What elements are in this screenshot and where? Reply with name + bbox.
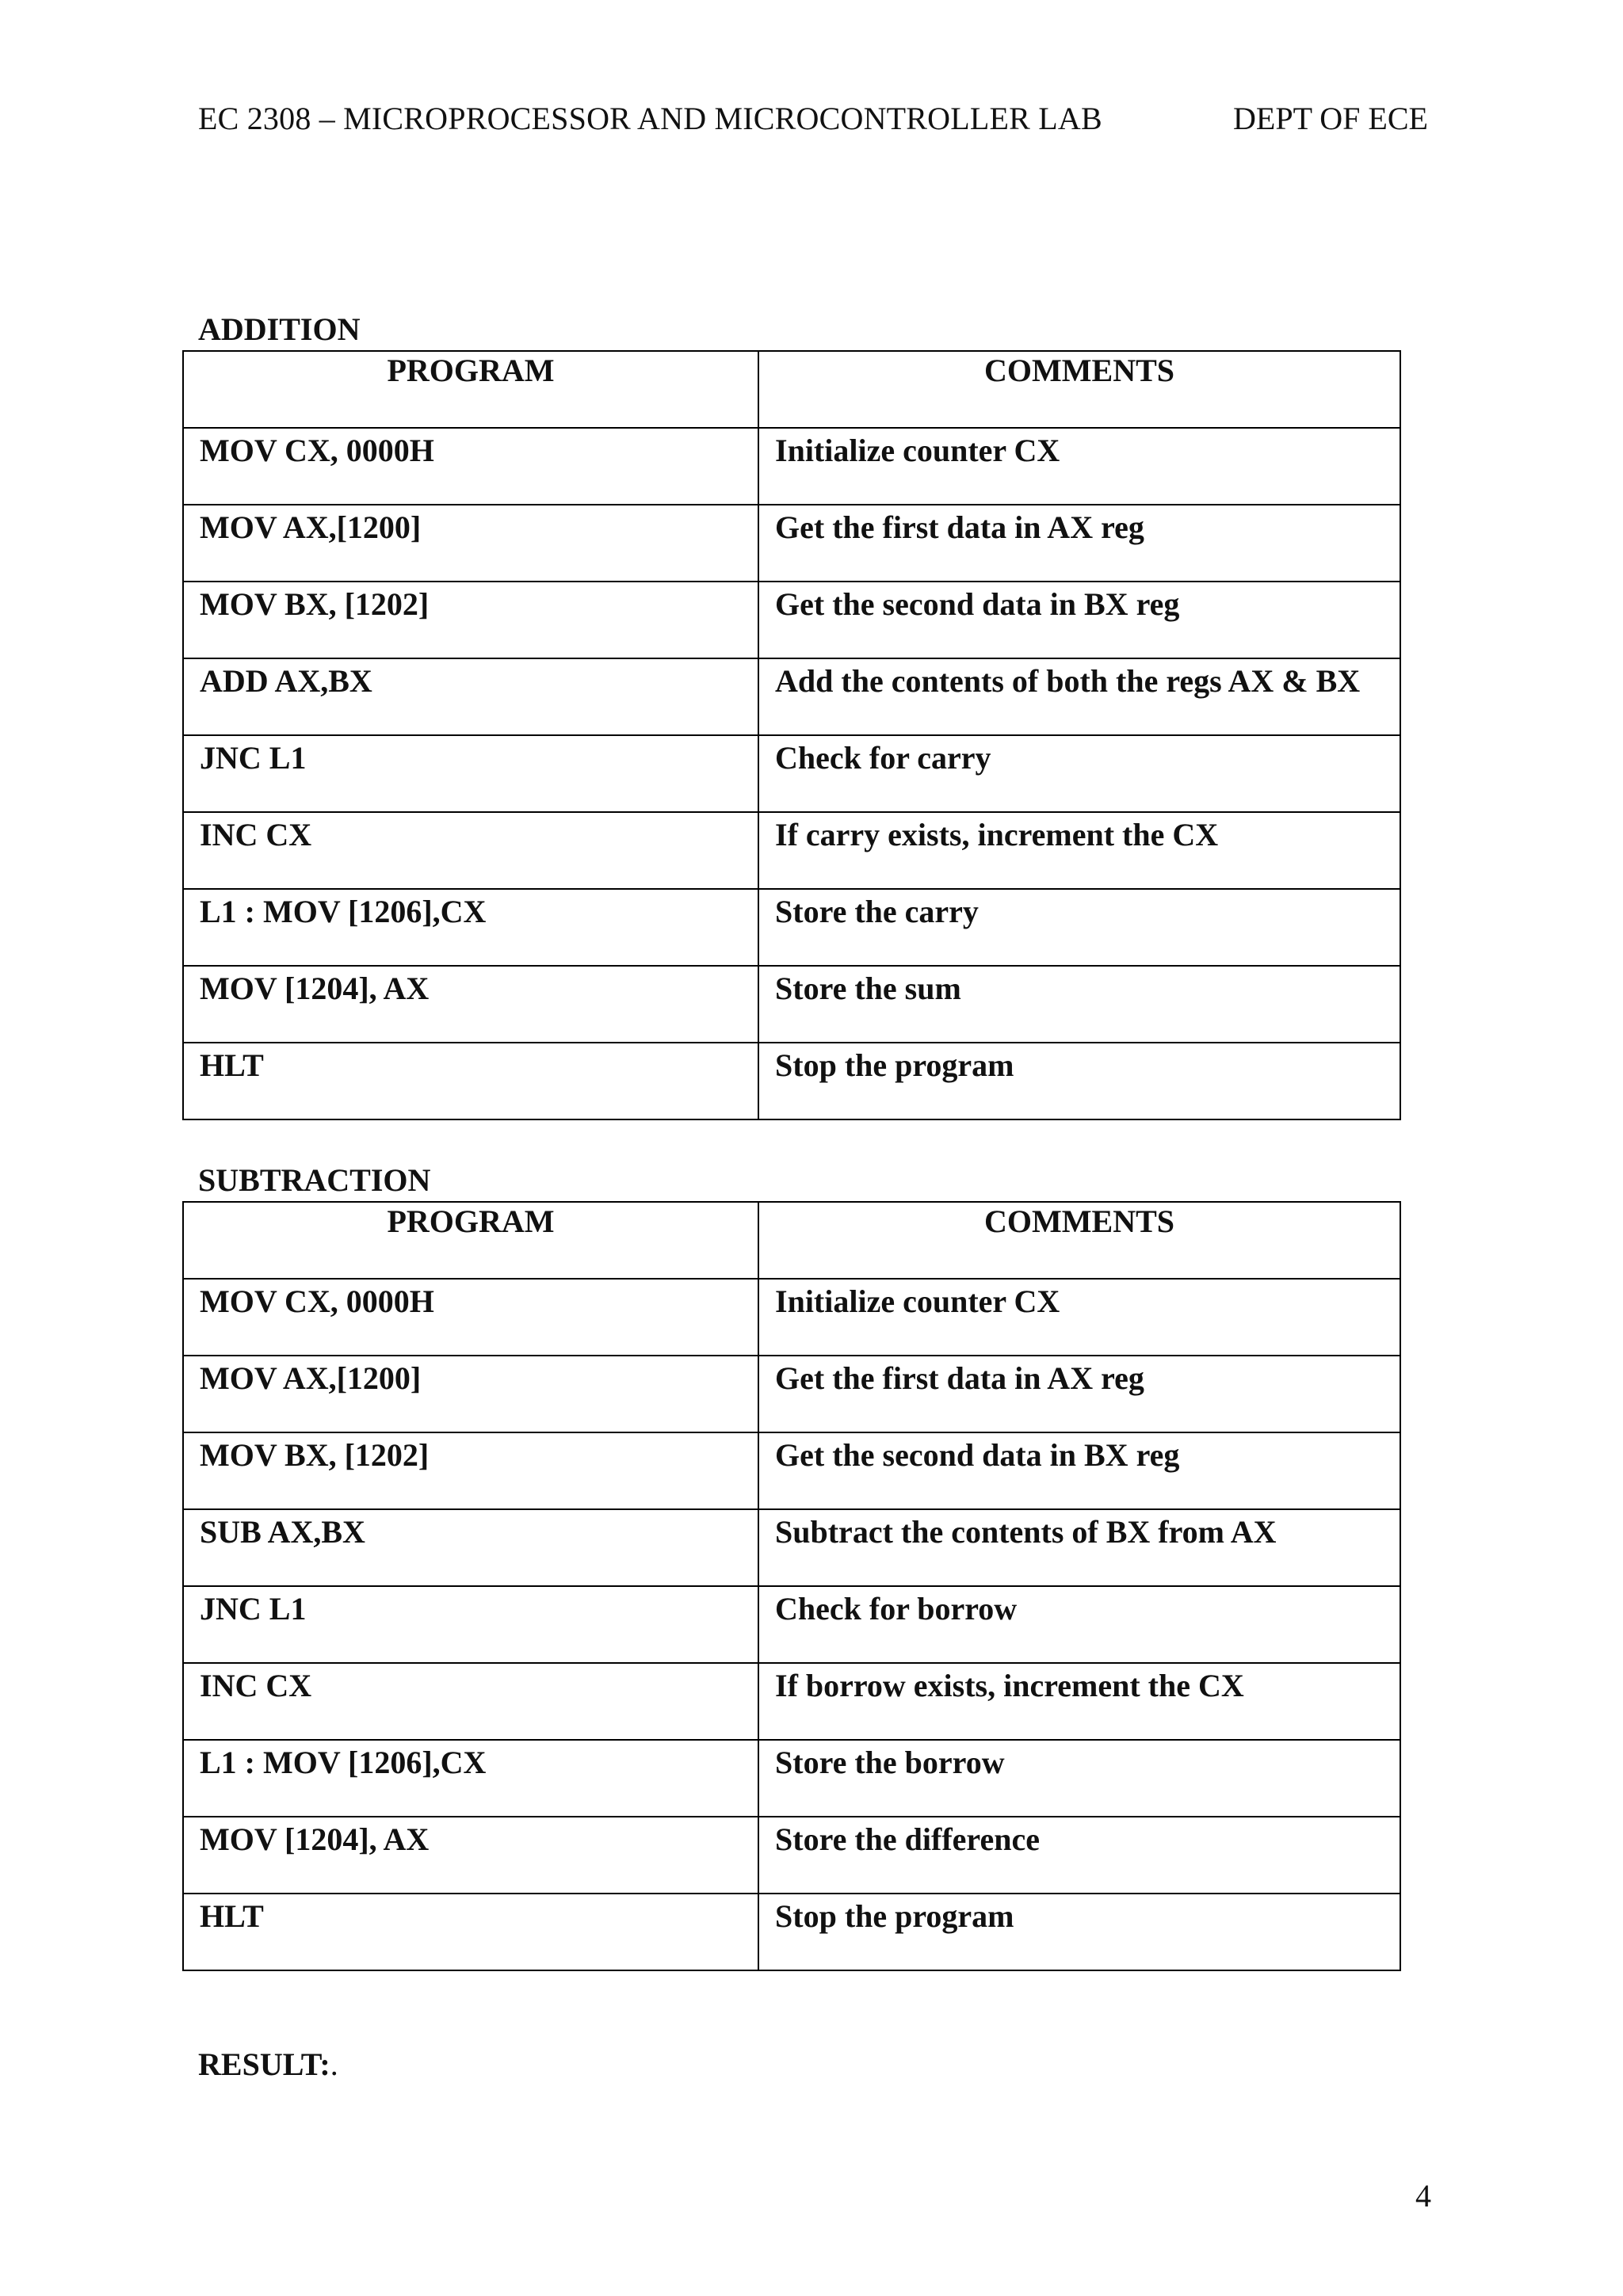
program-instruction-cell: INC CX [183, 1663, 758, 1740]
subtraction-program-table [182, 1201, 1401, 1971]
comment-cell: Initialize counter CX [758, 1279, 1400, 1356]
addition-program-table [182, 350, 1401, 1120]
table-row [183, 1279, 1400, 1356]
comment-cell: Get the first data in AX reg [758, 1356, 1400, 1432]
comment-cell: Check for carry [758, 735, 1400, 812]
program-instruction-cell: HLT [183, 1043, 758, 1119]
table-header-row [183, 1202, 1400, 1279]
comment-cell: Get the first data in AX reg [758, 505, 1400, 582]
program-instruction-cell: MOV [1204], AX [183, 1817, 758, 1894]
table-row [183, 1043, 1400, 1119]
table-row [183, 889, 1400, 966]
program-instruction-cell: MOV BX, [1202] [183, 1432, 758, 1509]
comment-cell: Store the carry [758, 889, 1400, 966]
result-label: RESULT: [198, 2046, 330, 2082]
comment-cell: Get the second data in BX reg [758, 582, 1400, 658]
column-header-comments: COMMENTS [758, 1202, 1400, 1279]
comment-cell: Get the second data in BX reg [758, 1432, 1400, 1509]
table-row [183, 1663, 1400, 1740]
program-instruction-cell: HLT [183, 1894, 758, 1970]
program-instruction-cell: MOV [1204], AX [183, 966, 758, 1043]
table-row [183, 428, 1400, 505]
program-instruction-cell: MOV CX, 0000H [183, 428, 758, 505]
comment-cell: Check for borrow [758, 1586, 1400, 1663]
table-row [183, 505, 1400, 582]
table-row [183, 1894, 1400, 1970]
table-row [183, 812, 1400, 889]
comment-cell: Stop the program [758, 1043, 1400, 1119]
program-instruction-cell: MOV BX, [1202] [183, 582, 758, 658]
comment-cell: If borrow exists, increment the CX [758, 1663, 1400, 1740]
header-department: DEPT OF ECE [1233, 101, 1428, 136]
table-row [183, 966, 1400, 1043]
result-section [198, 2046, 338, 2083]
table-row [183, 1817, 1400, 1894]
program-instruction-cell: MOV CX, 0000H [183, 1279, 758, 1356]
table-row [183, 1509, 1400, 1586]
column-header-comments: COMMENTS [758, 351, 1400, 428]
column-header-program: PROGRAM [183, 351, 758, 428]
table-row [183, 1432, 1400, 1509]
program-instruction-cell: INC CX [183, 812, 758, 889]
program-instruction-cell: JNC L1 [183, 735, 758, 812]
column-header-program: PROGRAM [183, 1202, 758, 1279]
page-number: 4 [1415, 2178, 1431, 2214]
table-row [183, 735, 1400, 812]
program-instruction-cell: MOV AX,[1200] [183, 505, 758, 582]
program-instruction-cell: JNC L1 [183, 1586, 758, 1663]
program-instruction-cell: MOV AX,[1200] [183, 1356, 758, 1432]
program-instruction-cell: L1 : MOV [1206],CX [183, 1740, 758, 1817]
comment-cell: Store the sum [758, 966, 1400, 1043]
result-suffix: . [330, 2046, 338, 2082]
comment-cell: Store the difference [758, 1817, 1400, 1894]
header-course-title: EC 2308 – MICROPROCESSOR AND MICROCONTROLLER LAB [198, 101, 1102, 136]
program-instruction-cell: ADD AX,BX [183, 658, 758, 735]
program-instruction-cell: SUB AX,BX [183, 1509, 758, 1586]
table-row [183, 1740, 1400, 1817]
table-header-row [183, 351, 1400, 428]
comment-cell: Add the contents of both the regs AX & BX [758, 658, 1400, 735]
table-row [183, 1356, 1400, 1432]
comment-cell: If carry exists, increment the CX [758, 812, 1400, 889]
comment-cell: Store the borrow [758, 1740, 1400, 1817]
table-row [183, 582, 1400, 658]
comment-cell: Stop the program [758, 1894, 1400, 1970]
table-row [183, 658, 1400, 735]
comment-cell: Initialize counter CX [758, 428, 1400, 505]
addition-section-title: ADDITION [198, 311, 361, 347]
comment-cell: Subtract the contents of BX from AX [758, 1509, 1400, 1586]
table-row [183, 1586, 1400, 1663]
program-instruction-cell: L1 : MOV [1206],CX [183, 889, 758, 966]
subtraction-section-title: SUBTRACTION [198, 1162, 431, 1198]
